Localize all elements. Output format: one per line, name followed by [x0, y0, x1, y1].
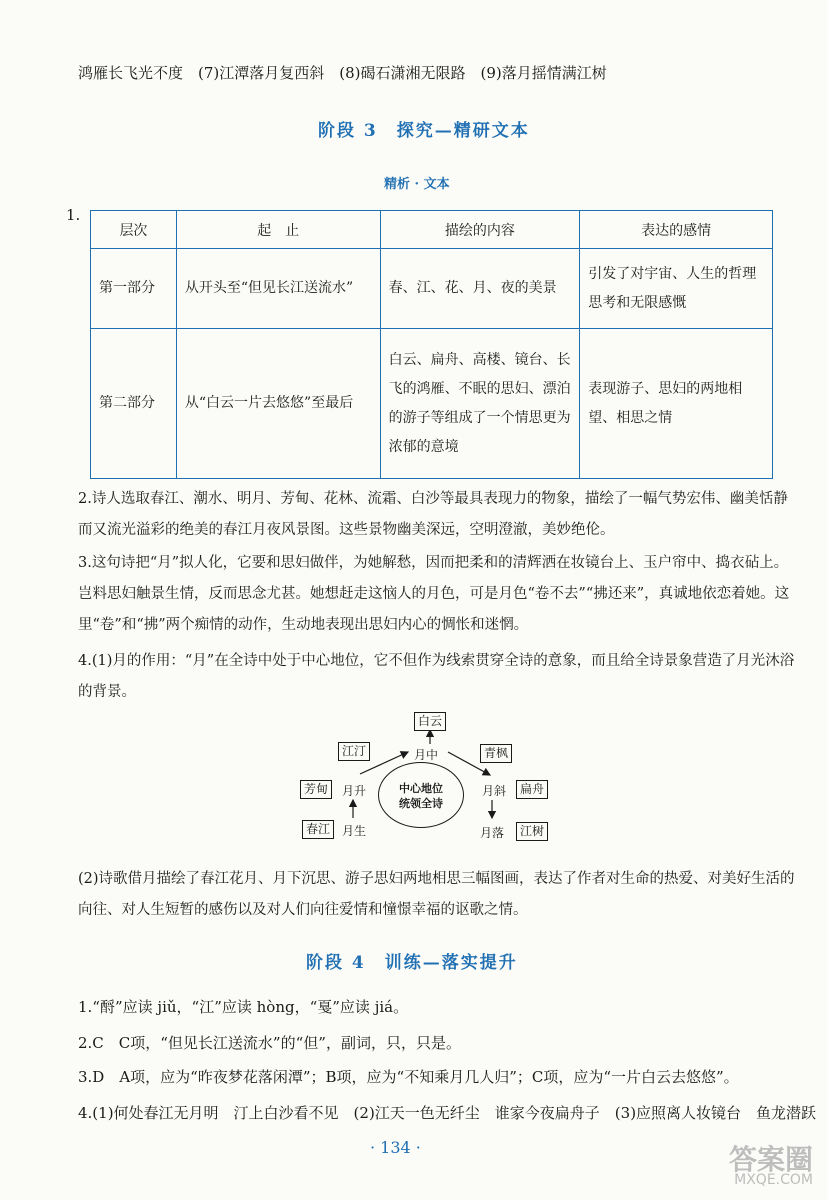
node-jiangting: 江汀	[338, 742, 370, 761]
table-cell: 表现游子、思妇的两地相望、相思之情	[580, 329, 773, 479]
center-text-2: 统领全诗	[399, 797, 443, 810]
top-answer-line: 鸿雁长飞光不度 (7)江潭落月复西斜 (8)碣石潇湘无限路 (9)落月摇情满江树	[78, 64, 607, 82]
node-yuesheng-up: 月升	[342, 784, 367, 798]
node-yuezhong: 月中	[414, 748, 439, 762]
center-oval	[378, 762, 464, 828]
center-text-1: 中心地位	[399, 782, 443, 795]
table-cell: 从开头至“但见长江送流水”	[176, 249, 380, 329]
stage4-answer-3: 3.D A项，应为“昨夜梦花落闲潭”；B项，应为“不知乘月几人归”；C项，应为“一片白云去悠悠”。	[78, 1068, 739, 1086]
node-yuexie: 月斜	[482, 784, 507, 798]
table-row	[91, 329, 773, 479]
stage4-answer-1: 1.“酹”应读 jiǔ，“江”应读 hòng，“戛”应读 jiá。	[78, 998, 409, 1016]
stage3-title: 阶段 3 探究—精研文本	[318, 121, 530, 141]
table-cell: 春、江、花、月、夜的美景	[380, 249, 580, 329]
structure-table	[90, 210, 773, 479]
answer-4-2: (2)诗歌借月描绘了春江花月、月下沉思、游子思妇两地相思三幅图画，表达了作者对生命的热爱、对美好生活的向往、对人生短暂的感伤以及对人们向往爱情和憧憬幸福的讴歌之情。	[78, 871, 795, 918]
node-bianzhou: 扁舟	[516, 780, 548, 799]
table-cell: 从“白云一片去悠悠”至最后	[176, 329, 380, 479]
answer-2: 2.诗人选取春江、潮水、明月、芳甸、花林、流霜、白沙等最具表现力的物象，描绘了一幅气势宏伟、幽美恬静而又流光溢彩的绝美的春江月夜风景图。这些景物幽美深远，空明澄澈，美妙绝伦。	[78, 491, 788, 538]
table-cell: 白云、扁舟、高楼、镜台、长飞的鸿雁、不眠的思妇、漂泊的游子等组成了一个情思更为浓郁的意境	[380, 329, 580, 479]
table-row	[91, 249, 773, 329]
table-header-cell: 表达的感情	[580, 211, 773, 249]
table-header-cell: 起 止	[176, 211, 380, 249]
question-1-number: 1.	[66, 206, 81, 224]
answer-4-1: 4.(1)月的作用：“月”在全诗中处于中心地位，它不但作为线索贯穿全诗的意象，而且给全诗景象营造了月光沐浴的背景。	[78, 653, 795, 700]
node-jiangshu: 江树	[516, 822, 548, 841]
node-fangdian: 芳甸	[300, 780, 332, 799]
node-yueluo: 月落	[480, 826, 505, 840]
table-header-cell: 描绘的内容	[380, 211, 580, 249]
section-subhead: 精析 · 文本	[384, 177, 450, 192]
node-chunjiang: 春江	[302, 820, 334, 839]
table-header-row	[91, 211, 773, 249]
page-number: · 134 ·	[370, 1138, 421, 1157]
node-baiyun: 白云	[414, 712, 446, 731]
node-yuesheng: 月生	[342, 824, 367, 838]
table-cell: 第一部分	[91, 249, 177, 329]
watermark-logo: 答案圈	[728, 1143, 813, 1176]
watermark-url: MXQE.COM	[734, 1172, 813, 1188]
answer-3: 3.这句诗把“月”拟人化，它要和思妇做伴，为她解愁，因而把柔和的清辉洒在妆镜台上、玉户帘中、捣衣砧上。岂料思妇触景生情，反而思念尤甚。她想赶走这恼人的月色，可是月色“卷不去”“拂还来”，真诚地依恋着她。这里“卷”和“拂”两个痴情的动作，生动地表现出思妇内心的惆怅和迷惘。	[78, 555, 790, 633]
node-qingfeng: 青枫	[480, 744, 512, 763]
table-cell: 第二部分	[91, 329, 177, 479]
stage4-title: 阶段 4 训练—落实提升	[306, 953, 518, 973]
moon-diagram	[290, 714, 550, 850]
table-cell: 引发了对宇宙、人生的哲理思考和无限感慨	[580, 249, 773, 329]
table-header-cell: 层次	[91, 211, 177, 249]
stage4-answer-4: 4.(1)何处春江无月明 汀上白沙看不见 (2)江天一色无纤尘 谁家今夜扁舟子 (3)应照离人妆镜台 鱼龙潜跃	[78, 1104, 817, 1122]
stage4-answer-2: 2.C C项，“但见长江送流水”的“但”，副词，只，只是。	[78, 1034, 461, 1052]
